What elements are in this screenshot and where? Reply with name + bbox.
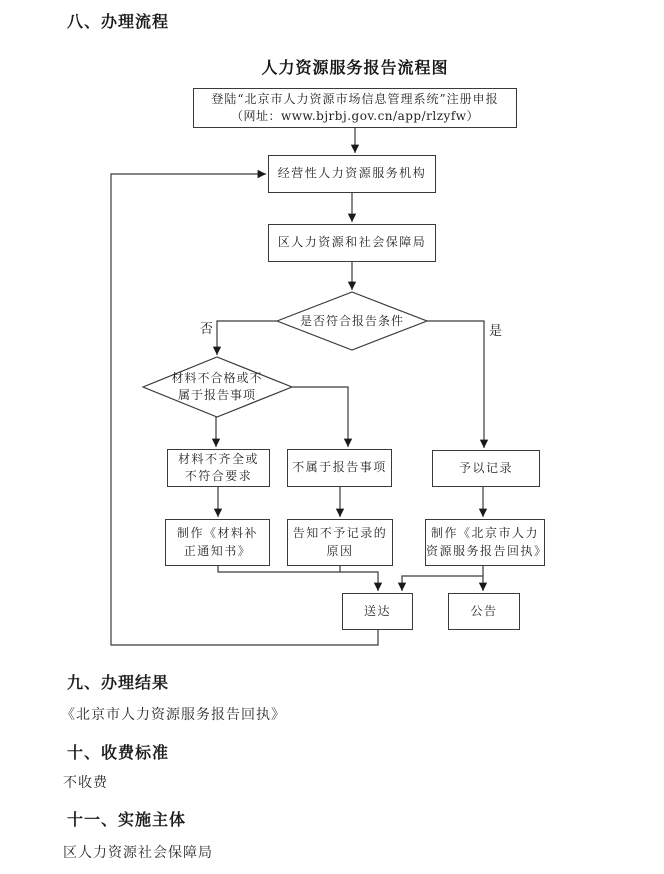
section-heading-process-flow: 八、办理流程 bbox=[67, 12, 170, 31]
decision-meets-diamond bbox=[277, 292, 427, 350]
node-incomplete-line2: 不符合要求 bbox=[184, 469, 253, 483]
node-make-receipt bbox=[425, 519, 548, 566]
node-announce-label: 公告 bbox=[470, 603, 498, 618]
node-notice-supplement-line1: 制作《材料补 bbox=[176, 526, 258, 541]
node-record bbox=[432, 450, 540, 487]
node-register bbox=[193, 88, 517, 128]
node-announce bbox=[448, 593, 520, 630]
decision-material-diamond bbox=[143, 357, 292, 417]
node-not-report bbox=[287, 449, 392, 487]
connector-notice-to-deliver bbox=[218, 566, 378, 591]
node-agency-label: 经营性人力资源服务机构 bbox=[277, 166, 427, 181]
node-register-line1: 登陆“北京市人力资源市场信息管理系统”注册申报 bbox=[211, 91, 499, 106]
node-agency bbox=[268, 155, 436, 193]
section-body-fee: 不收费 bbox=[63, 775, 108, 791]
section-heading-implementer: 十一、实施主体 bbox=[67, 810, 187, 829]
node-notice-supplement bbox=[165, 519, 270, 566]
node-register-line2: （网址：www.bjrbj.gov.cn/app/rlzyfw） bbox=[230, 109, 480, 123]
section-heading-result: 九、办理结果 bbox=[67, 673, 170, 692]
node-incomplete bbox=[167, 449, 270, 487]
node-deliver bbox=[342, 593, 413, 630]
node-record-label: 予以记录 bbox=[458, 460, 513, 475]
section-body-result: 《北京市人力资源服务报告回执》 bbox=[61, 707, 286, 723]
node-not-report-label: 不属于报告事项 bbox=[292, 460, 387, 475]
node-inform-reason-label: 告知不予记录的原因 bbox=[292, 526, 388, 558]
node-make-receipt-line1: 制作《北京市人力 bbox=[430, 526, 539, 541]
connector-decision-yes bbox=[427, 321, 484, 448]
connector-receipt-to-deliver bbox=[402, 576, 483, 591]
decision-material-line2: 属于报告事项 bbox=[177, 388, 256, 402]
node-inform-reason bbox=[287, 519, 393, 566]
decision-meets-text: 是否符合报告条件 bbox=[299, 313, 404, 328]
branch-label-yes: 是 bbox=[489, 324, 503, 339]
node-make-receipt-line2: 资源服务报告回执》 bbox=[426, 543, 548, 558]
node-notice-supplement-line2: 正通知书》 bbox=[183, 543, 252, 558]
node-bureau bbox=[268, 224, 436, 262]
node-incomplete-line1: 材料不齐全或 bbox=[177, 451, 259, 466]
section-body-implementer: 区人力资源社会保障局 bbox=[63, 845, 213, 861]
flowchart-title: 人力资源服务报告流程图 bbox=[261, 58, 449, 77]
node-deliver-label: 送达 bbox=[363, 603, 391, 618]
connector-material-to-notreport bbox=[292, 387, 348, 447]
section-heading-fee: 十、收费标准 bbox=[67, 743, 170, 762]
node-bureau-label: 区人力资源和社会保障局 bbox=[277, 235, 427, 250]
connector-decision-no bbox=[217, 321, 277, 355]
branch-label-no: 否 bbox=[200, 322, 214, 337]
decision-material-line1: 材料不合格或不 bbox=[171, 371, 263, 386]
